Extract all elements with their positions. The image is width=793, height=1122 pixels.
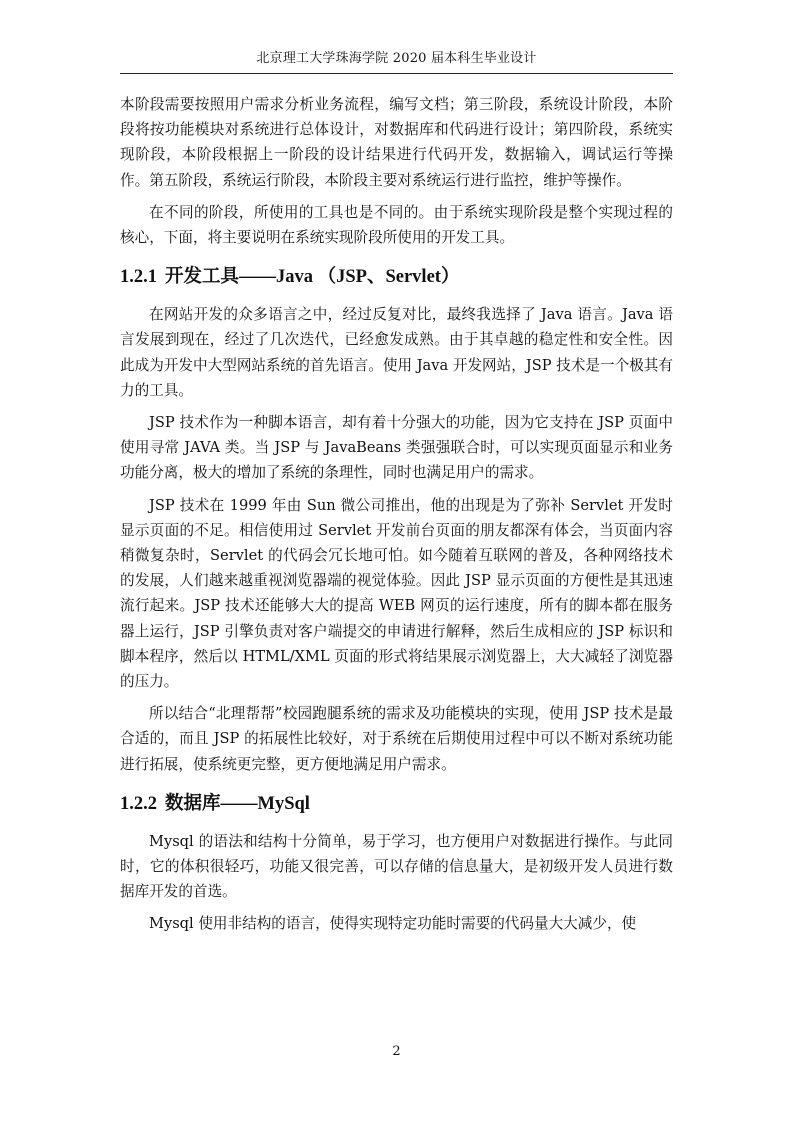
paragraph-jsp-conclusion: 所以结合“北理帮帮”校园跑腿系统的需求及功能模块的实现，使用 JSP 技术是最合适的，而且 JSP 的拓展性比较好，对于系统在后期使用过程中可以不断对系统功能进行拓展，使系统更完整，更方便地满足用户需求。 (120, 705, 673, 773)
page-number: 2 (392, 1044, 401, 1059)
section-heading-mysql (120, 791, 673, 817)
header-divider (120, 73, 673, 74)
paragraph-jsp-script: JSP 技术作为一种脚本语言，却有着十分强大的功能，因为它支持在 JSP 页面中使用寻常 JAVA 类。当 JSP 与 JavaBeans 类强强联合时，可以实现页面显示和业务功能分离，极大的增加了系统的条理性，同时也满足用户的需求。 (120, 414, 673, 482)
section-number: 1.2.2 (120, 793, 157, 814)
paragraph-jsp-history: JSP 技术在 1999 年由 Sun 微公司推出，他的出现是为了弥补 Servlet 开发时显示页面的不足。相信使用过 Servlet 开发前台页面的朋友都深有体会，当页面内容稍微复杂时，Servlet 的代码会冗长地可怕。如今随着互联网的普及，各种网络技术的发展，人们越来越重视浏览器端的视觉体验。因此 JSP 显示页面的方便性是其迅速流行起来。JSP 技术还能够大大的提高 WEB 网页的运行速度，所有的脚本都在服务器上运行，JSP 引擎负责对客户端提交的申请进行解释，然后生成相应的 JSP 标识和脚本程序，然后以 HTML/XML 页面的形式将结果展示浏览器上，大大减轻了浏览器的压力。 (120, 496, 673, 691)
paragraph-tools-intro: 在不同的阶段，所使用的工具也是不同的。由于系统实现阶段是整个实现过程的核心，下面，将主要说明在系统实现阶段所使用的开发工具。 (120, 203, 673, 247)
header-title: 北京理工大学珠海学院 2020 届本科生毕业设计 (256, 51, 537, 66)
paragraph-mysql-syntax: Mysql 的语法和结构十分简单，易于学习，也方便用户对数据进行操作。与此同时，它的体积很轻巧，功能又很完善，可以存储的信息量大，是初级开发人员进行数据库开发的首选。 (120, 832, 673, 901)
section-number: 1.2.1 (120, 267, 157, 288)
section-title: 数据库——MySql (165, 793, 310, 814)
paragraph-continuation: 本阶段需要按照用户需求分析业务流程，编写文档；第三阶段，系统设计阶段，本阶段将按功能模块对系统进行总体设计，对数据库和代码进行设计；第四阶段，系统实现阶段，本阶段根据上一阶段的设计结果进行代码开发，数据输入，调试运行等操作。第五阶段，系统运行阶段，本阶段主要对系统运行进行监控，维护等操作。 (120, 96, 673, 189)
section-title: 开发工具——Java （JSP、Servlet） (165, 267, 460, 288)
page-body (120, 92, 673, 937)
section-heading-java (120, 264, 673, 290)
paragraph-mysql-language: Mysql 使用非结构的语言，使得实现特定功能时需要的代码量大大减少，使 (149, 915, 637, 933)
paragraph-java: 在网站开发的众多语言之中，经过反复对比，最终我选择了 Java 语言。Java 语言发展到现在，经过了几次迭代，已经愈发成熟。由于其卓越的稳定性和安全性。因此成为开发中大型网站系统的首先语言。使用 Java 开发网站，JSP 技术是一个极其有力的工具。 (120, 306, 673, 399)
page-header (120, 50, 673, 68)
